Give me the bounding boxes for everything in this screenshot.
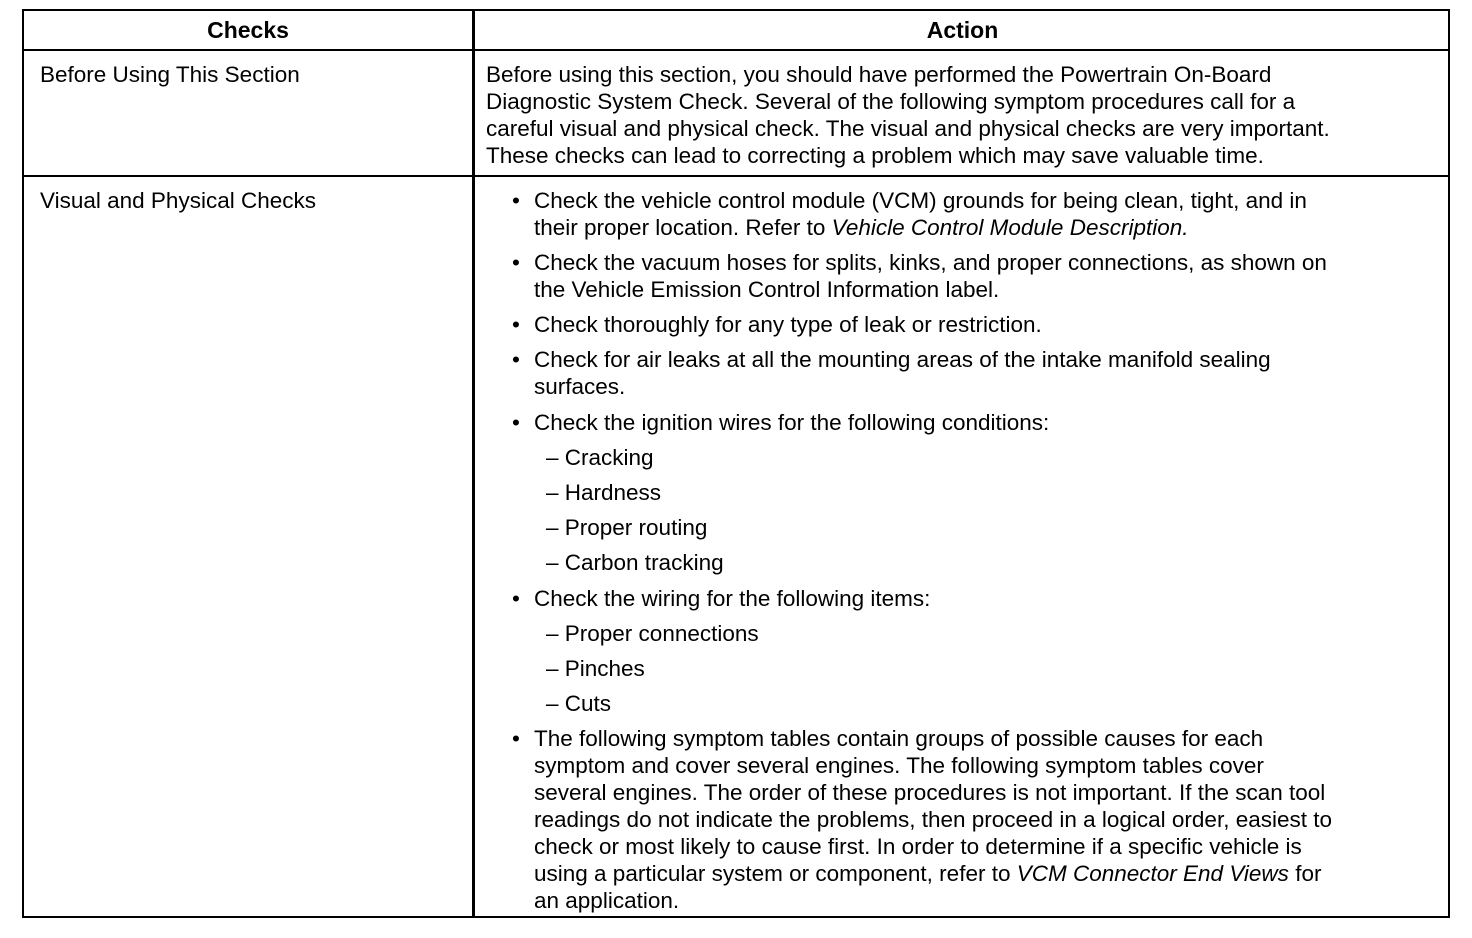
- bullet-text: using a particular system or component, refer to VCM Connector End Views for: [534, 861, 1322, 886]
- bullet-text: surfaces.: [534, 374, 626, 399]
- bullet-text: Check the vehicle control module (VCM) grounds for being clean, tight, and in: [534, 188, 1307, 213]
- bullet-item-wiring: [512, 585, 931, 612]
- header-action: Action: [926, 17, 999, 43]
- bullet-item-ignition-wires: [512, 409, 1050, 436]
- row1-action-line: careful visual and physical check. The visual and physical checks are very important.: [486, 116, 1330, 141]
- bullet-text: Check thoroughly for any type of leak or restriction.: [534, 312, 1042, 337]
- checks-action-table: [22, 9, 1450, 918]
- reference-link-vcm-description: Vehicle Control Module Description.: [831, 215, 1189, 240]
- header-checks: Checks: [207, 17, 289, 43]
- sub-item: – Hardness: [546, 480, 662, 505]
- bullet-item-leaks: [512, 311, 1042, 338]
- sub-item: – Proper connections: [546, 621, 759, 646]
- header-divider: [24, 49, 1448, 51]
- sub-item: – Cuts: [546, 691, 612, 716]
- bullet-item-air-leaks: [512, 346, 1271, 400]
- bullet-text: an application.: [534, 888, 680, 913]
- bullet-text: Check the vacuum hoses for splits, kinks, and proper connections, as shown on: [534, 250, 1327, 275]
- bullet-icon: •: [512, 188, 520, 213]
- reference-link-vcm-connector-end-views: VCM Connector End Views: [1016, 861, 1289, 886]
- bullet-text: Check the wiring for the following items:: [534, 586, 931, 611]
- bullet-icon: •: [512, 312, 520, 337]
- row1-action-line: Before using this section, you should have performed the Powertrain On-Board: [486, 62, 1272, 87]
- bullet-text: the Vehicle Emission Control Information label.: [534, 277, 1000, 302]
- row1-action-line: Diagnostic System Check. Several of the following symptom procedures call for a: [486, 89, 1296, 114]
- bullet-icon: •: [512, 347, 520, 372]
- bullet-text: symptom and cover several engines. The following symptom tables cover: [534, 753, 1264, 778]
- bullet-icon: •: [512, 410, 520, 435]
- bullet-text: Check the ignition wires for the following conditions:: [534, 410, 1050, 435]
- bullet-item-vacuum-hoses: [512, 249, 1327, 303]
- row2-check: Visual and Physical Checks: [40, 188, 316, 213]
- sub-item: – Cracking: [546, 445, 654, 470]
- bullet-text: several engines. The order of these procedures is not important. If the scan tool: [534, 780, 1326, 805]
- sub-item: – Proper routing: [546, 515, 708, 540]
- column-divider: [472, 11, 475, 916]
- sub-item: – Pinches: [546, 656, 645, 681]
- bullet-text: Check for air leaks at all the mounting areas of the intake manifold sealing: [534, 347, 1271, 372]
- bullet-item-symptom-tables: [512, 725, 1333, 914]
- sub-item: – Carbon tracking: [546, 550, 724, 575]
- bullet-icon: •: [512, 726, 520, 751]
- bullet-text: readings do not indicate the problems, then proceed in a logical order, easiest to: [534, 807, 1333, 832]
- bullet-text: their proper location. Refer to Vehicle Control Module Description.: [534, 215, 1189, 240]
- bullet-icon: •: [512, 250, 520, 275]
- bullet-icon: •: [512, 586, 520, 611]
- bullet-item-vcm-grounds: [512, 187, 1307, 241]
- bullet-text: check or most likely to cause first. In order to determine if a specific vehicle is: [534, 834, 1302, 859]
- row1-action: [486, 61, 1330, 169]
- row-divider: [24, 175, 1448, 177]
- bullet-text: The following symptom tables contain groups of possible causes for each: [534, 726, 1264, 751]
- row1-check: Before Using This Section: [40, 62, 300, 87]
- row1-action-line: These checks can lead to correcting a problem which may save valuable time.: [486, 143, 1264, 168]
